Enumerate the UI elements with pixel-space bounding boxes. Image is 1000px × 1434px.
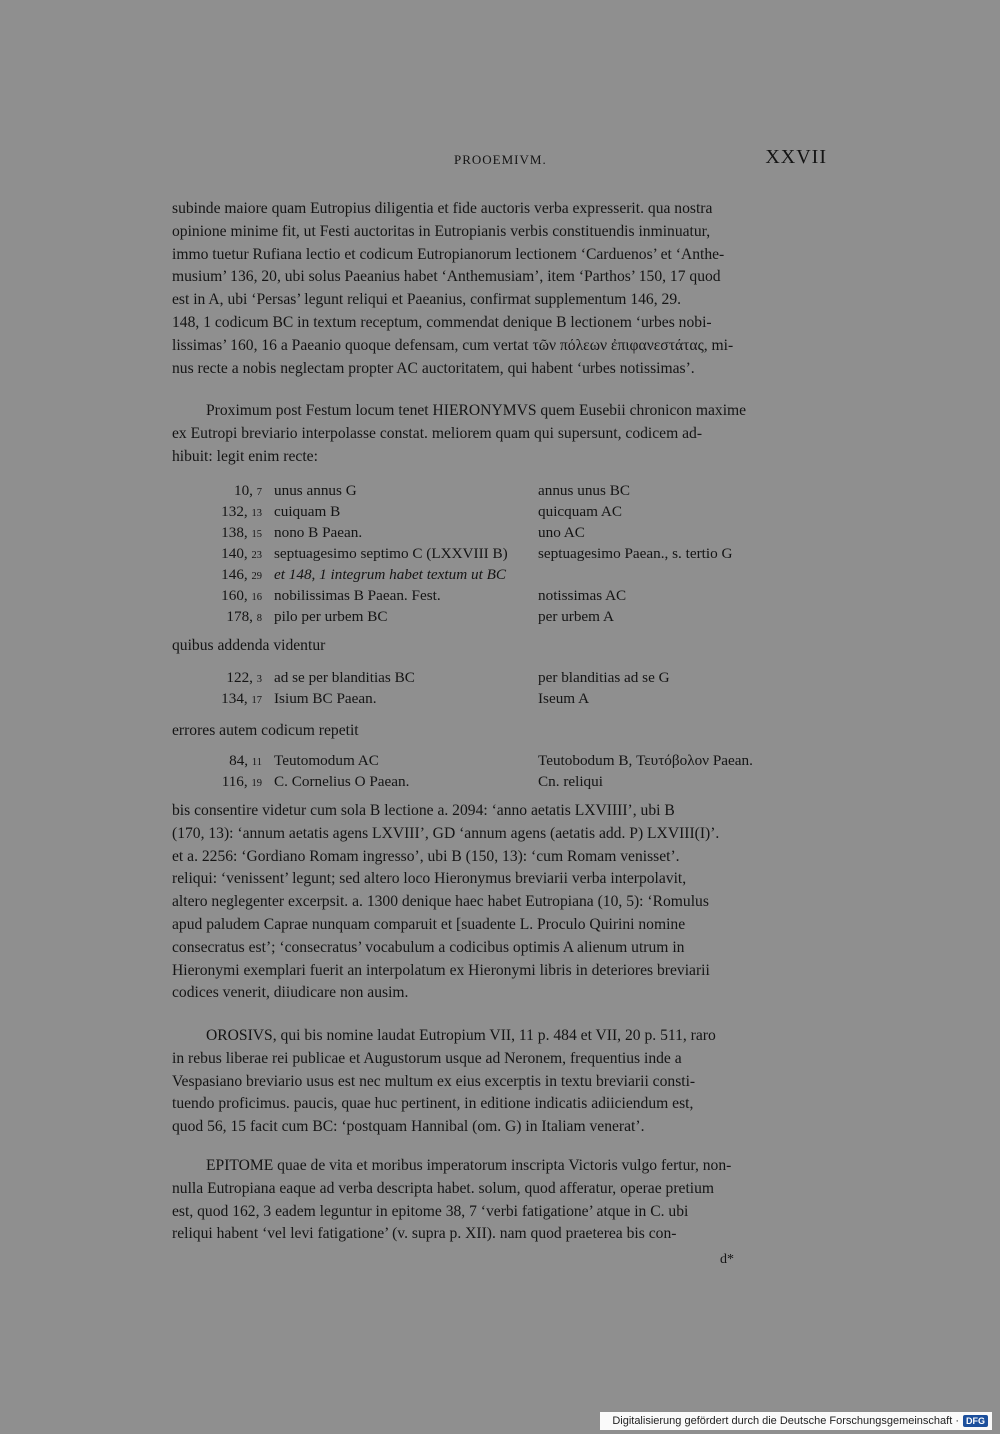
text-line: in rebus liberae rei publicae et Augustorum usque ad Neronem, frequentius inde a — [172, 1049, 682, 1067]
text-line: reliqui habent ‘vel levi fatigatione’ (v. supra p. XII). nam quod praeterea bis con- — [172, 1225, 677, 1243]
dfg-footer — [600, 1412, 992, 1430]
readings-list-3 — [172, 752, 827, 794]
readings-list-2 — [172, 669, 827, 711]
paragraph-epitome — [172, 1155, 827, 1246]
running-title: PROOEMIVM. — [454, 152, 547, 167]
dfg-logo-icon: DFG — [963, 1415, 988, 1427]
page-number: XXVII — [765, 146, 827, 168]
text-line: musium’ 136, 20, ubi solus Paeanius habet ‘Anthemusiam’, item ‘Parthos’ 150, 17 quod — [172, 268, 721, 286]
text-line: et a. 2256: ‘Gordiano Romam ingresso’, ubi B (150, 13): ‘cum Romam venisset’. — [172, 847, 680, 865]
text-line: nus recte a nobis neglectam propter AC auctoritatem, qui habent ‘urbes notissimas’. — [172, 359, 695, 377]
text-line: Hieronymi exemplari fuerit an interpolatum ex Hieronymi libris in deteriores breviarii — [172, 961, 710, 979]
text-line: (170, 13): ‘annum aetatis agens LXVIII’, GD ‘annum agens (aetatis add. P) LXVIII(I)’. — [172, 824, 720, 842]
list-row: 10, 7 unus annus G annus unus BC — [233, 482, 630, 499]
list-row: 122, 3 ad se per blanditias BC per blanditias ad se G — [226, 669, 670, 686]
text-line: nulla Eutropiana eaque ad verba descripta habet. solum, quod afferatur, operae pretium — [172, 1179, 715, 1197]
list-row: 116, 19 C. Cornelius O Paean. Cn. reliqui — [221, 773, 603, 790]
text-line: est in A, ubi ‘Persas’ legunt reliqui et Paeanius, confirmat supplementum 146, 29. — [172, 291, 682, 309]
text-line: opinione minime fit, ut Festi auctoritas in Eutropianis verbis constituendis inminuatur, — [172, 222, 711, 240]
text-line: EPITOME quae de vita et moribus imperatorum inscripta Victoris vulgo fertur, non- — [206, 1157, 732, 1174]
list-label-2: errores autem codicum repetit — [172, 722, 359, 739]
paragraph-orosius — [172, 1025, 827, 1139]
text-line: consecratus est’; ‘consecratus’ vocabulum a codicibus optimis A alienum utrum in — [172, 938, 685, 956]
list-row: 146, 29 et 148, 1 integrum habet textum ut BC — [221, 566, 506, 583]
text-line: subinde maiore quam Eutropius diligentia et fide auctoris verba expresserit. qua nostra — [172, 200, 713, 217]
text-line: Proximum post Festum locum tenet HIERONYMVS quem Eusebii chronicon maxime — [206, 402, 747, 419]
text-line: immo tuetur Rufiana lectio et codicum Eutropianorum lectionem ‘Carduenos’ et ‘Anthe- — [172, 245, 725, 263]
list-row: 84, 11 Teutomodum AC Teutobodum B, Τευτόβολον Paean. — [229, 752, 753, 769]
list-row: 140, 23 septuagesimo septimo C (LXXVIII B) septuagesimo Paean., s. tertio G — [221, 545, 733, 562]
text-line: apud paludem Caprae nunquam comparuit et [suadente L. Proculo Quirini nomine — [172, 915, 686, 933]
paragraph-hieronymus — [172, 400, 827, 468]
list-row: 132, 13 cuiquam B quicquam AC — [221, 503, 622, 520]
text-line: bis consentire videtur cum sola B lectione a. 2094: ‘anno aetatis LXVIIII’, ubi B — [172, 802, 675, 819]
text-line: OROSIVS, qui bis nomine laudat Eutropium VII, 11 p. 484 et VII, 20 p. 511, raro — [206, 1027, 716, 1044]
paragraph-1 — [172, 198, 827, 380]
text-line: reliqui: ‘venissent’ legunt; sed altero loco Hieronymus breviarii verba interpolavit, — [172, 870, 687, 888]
text-line: ex Eutropi breviario interpolasse constat. meliorem quam qui supersunt, codicem ad- — [172, 424, 703, 442]
text-line: altero neglegenter excerpsit. a. 1300 denique haec habet Eutropiana (10, 5): ‘Romulus — [172, 893, 709, 911]
list-row: 160, 16 nobilissimas B Paean. Fest. notissimas AC — [221, 587, 627, 604]
paragraph-3 — [172, 800, 827, 1005]
text-line: hibuit: legit enim recte: — [172, 447, 318, 465]
signature-mark: d* — [720, 1252, 734, 1267]
text-line: tuendo proficimus. paucis, quae huc pertinent, in editione indicatis adiiciendum est, — [172, 1095, 694, 1113]
list-label-1: quibus addenda videntur — [172, 637, 326, 654]
text-line: codices venerit, diiudicare non ausim. — [172, 984, 409, 1002]
text-line: quod 56, 15 facit cum BC: ‘postquam Hannibal (om. G) in Italiam venerat’. — [172, 1118, 645, 1136]
text-line: lissimas’ 160, 16 a Paeanio quoque defensam, cum vertat τῶν πόλεων ἐπιφανεστάτας, mi- — [172, 336, 734, 354]
readings-list-1 — [172, 482, 827, 629]
footer-text: Digitalisierung gefördert durch die Deutsche Forschungsgemeinschaft · — [612, 1415, 959, 1427]
text-line: est, quod 162, 3 eadem leguntur in epitome 38, 7 ‘verbi fatigatione’ atque in C. ubi — [172, 1202, 689, 1220]
list-row: 178, 8 pilo per urbem BC per urbem A — [226, 608, 614, 625]
text-line: 148, 1 codicum BC in textum receptum, commendat denique B lectionem ‘urbes nobi- — [172, 313, 712, 331]
list-row: 138, 15 nono B Paean. uno AC — [221, 524, 585, 541]
running-head — [172, 146, 827, 176]
text-line: Vespasiano breviario usus est nec multum ex eius excerptis in textu breviarii consti- — [172, 1072, 696, 1090]
list-row: 134, 17 Isium BC Paean. Iseum A — [221, 690, 590, 707]
